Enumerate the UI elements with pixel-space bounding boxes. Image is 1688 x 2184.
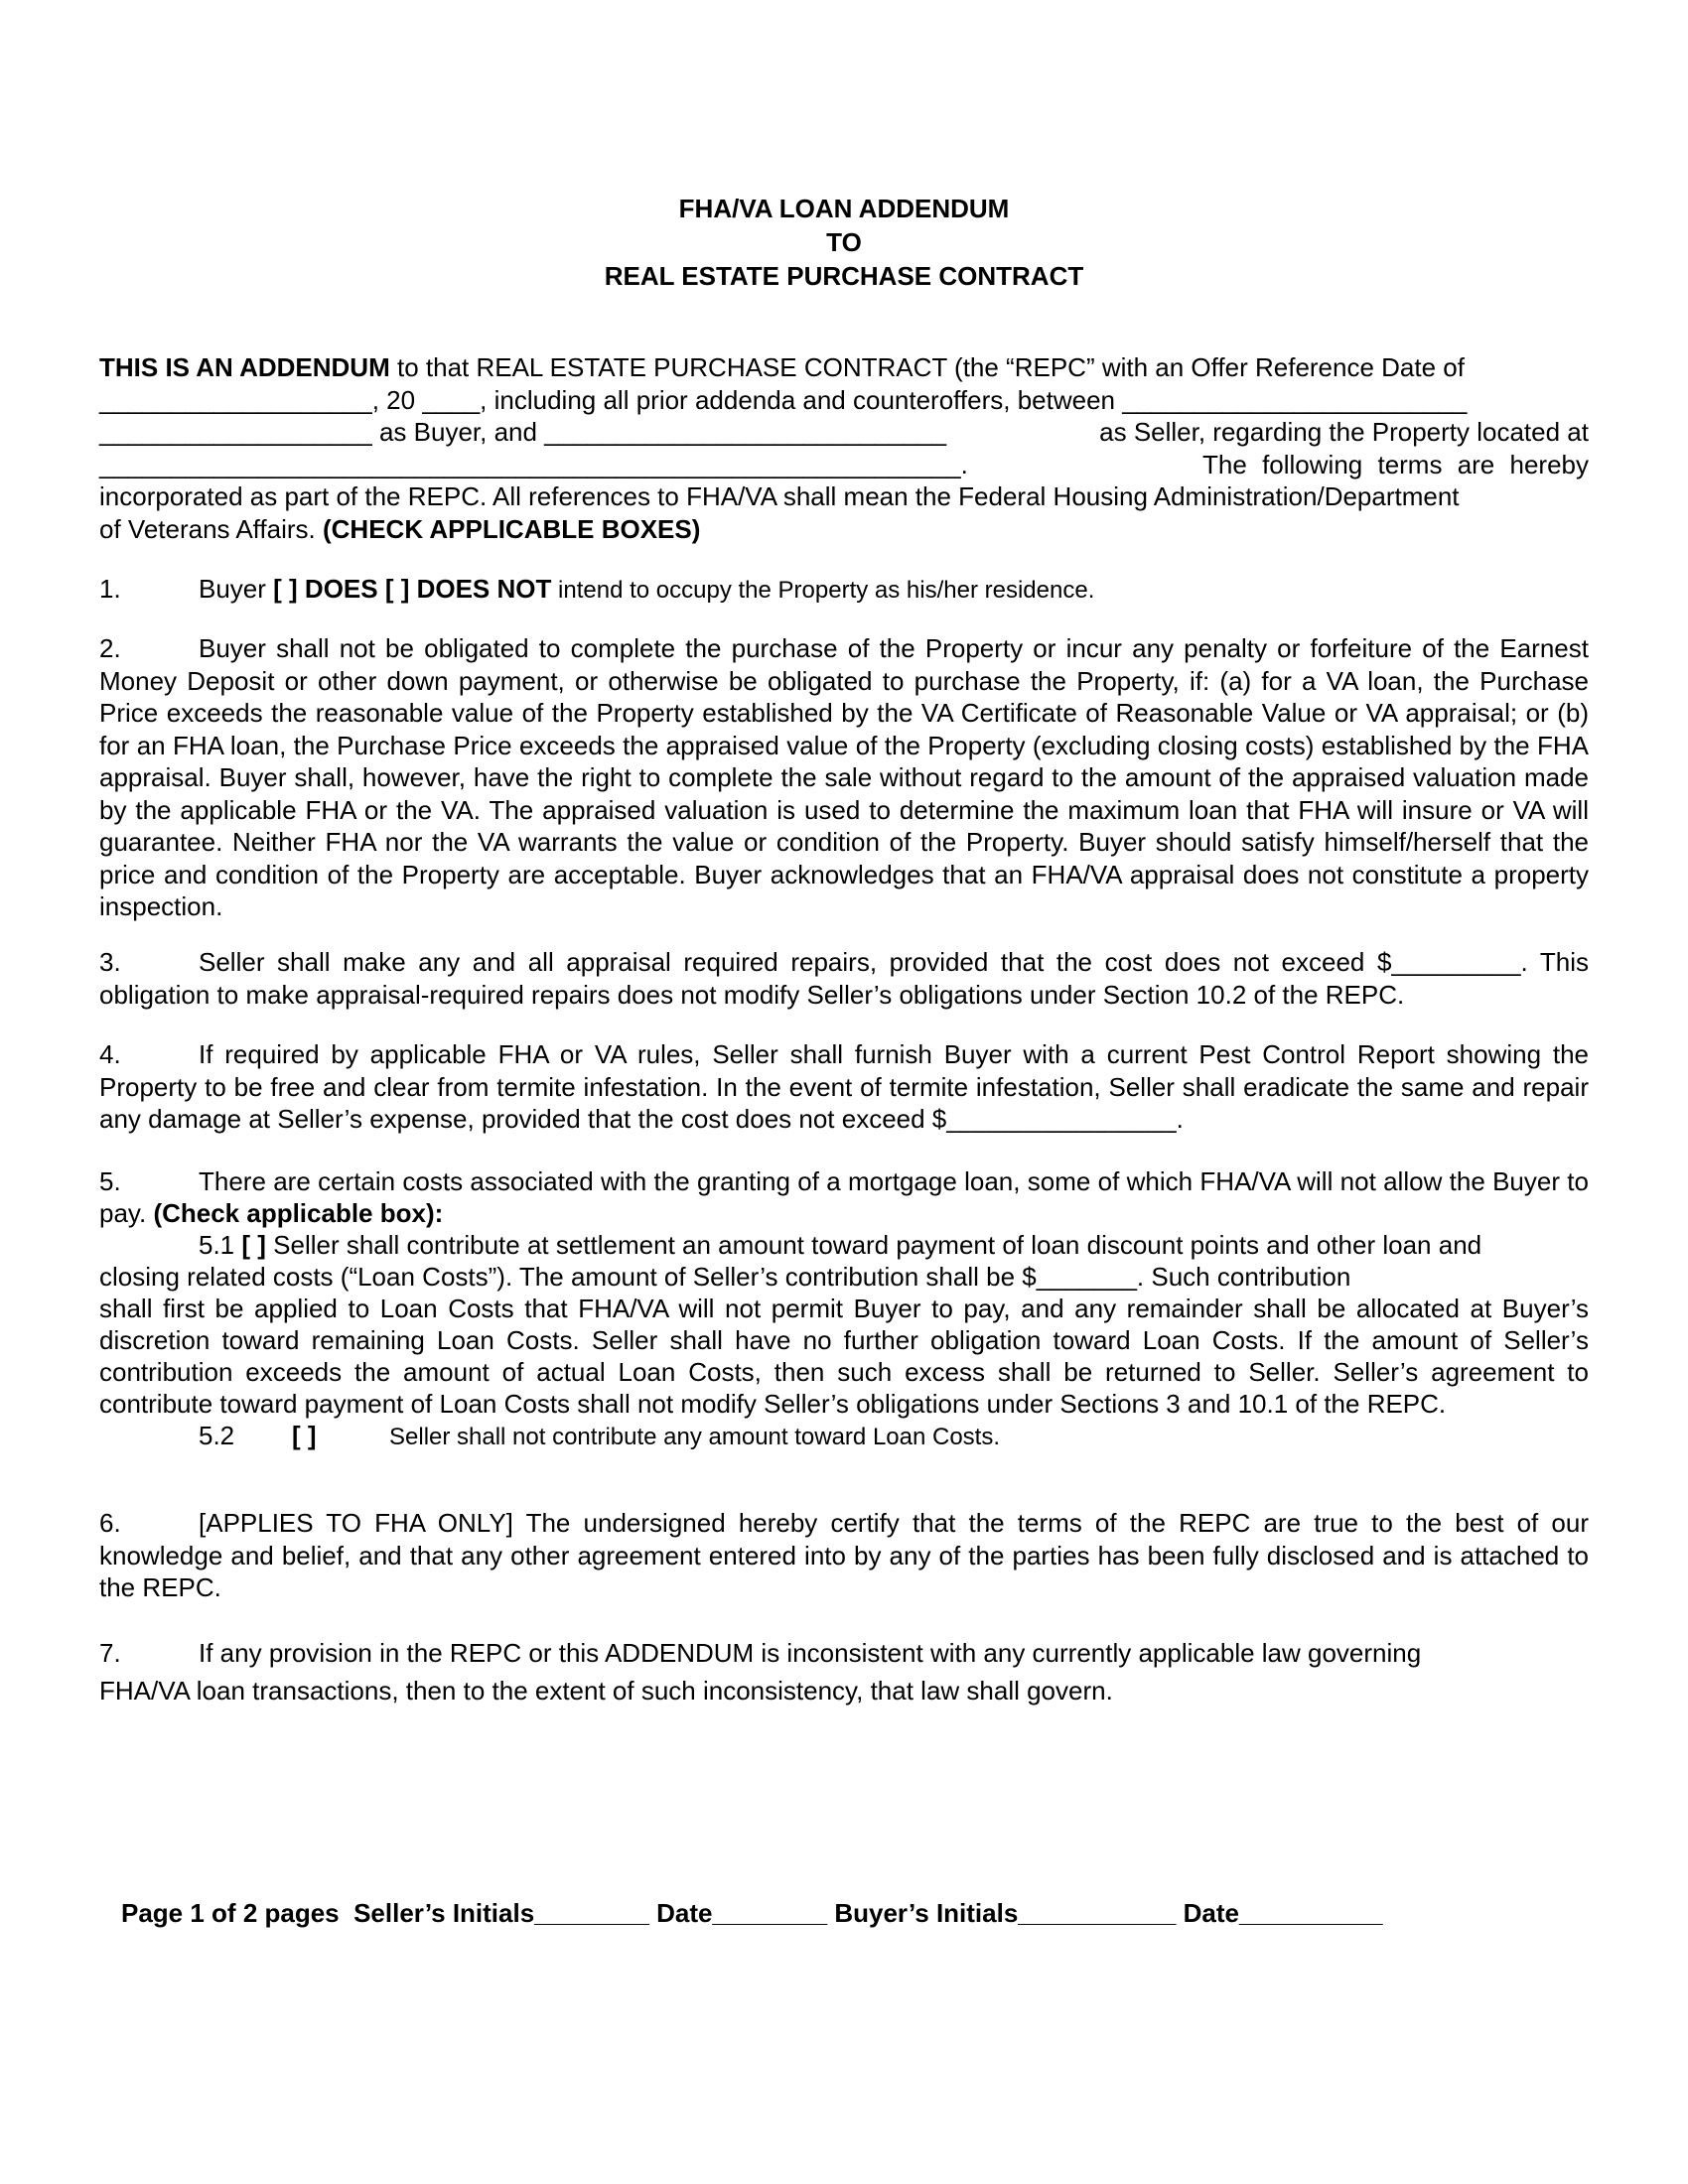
occupancy-checkboxes[interactable]: [ ] DOES [ ] DOES NOT (273, 574, 552, 604)
item-1-text: intend to occupy the Property as his/her residence. (551, 577, 1095, 604)
item-5-2 (99, 1420, 1589, 1453)
check-boxes-note: (CHECK APPLICABLE BOXES) (323, 513, 701, 544)
item-5-1-rest (99, 1293, 1589, 1420)
intro-line-4 (99, 449, 1589, 481)
title-line-3: REAL ESTATE PURCHASE CONTRACT (604, 261, 1084, 291)
intro-line-2-text: ___________________, 20 ____, including all prior addenda and counteroffers, between ________________________ (99, 384, 1468, 415)
item-3-number: 3. (99, 947, 121, 977)
item-4 (99, 1038, 1589, 1136)
item-7-text-1: If any provision in the REPC or this ADDENDUM is inconsistent with any currently applicable law governing (199, 1638, 1422, 1668)
intro-paragraph (99, 351, 1589, 545)
item-7-text-2: FHA/VA loan transactions, then to the extent of such inconsistency, that law shall govern. (99, 1676, 1113, 1706)
item-7 (99, 1634, 1589, 1709)
intro-line-5-text: incorporated as part of the REPC. All references to FHA/VA shall mean the Federal Housing Administration/Department (99, 481, 1460, 511)
item-5-1-line-2 (99, 1261, 1589, 1293)
intro-line-5 (99, 480, 1589, 513)
intro-line-4a: ____________________________________________________________. (99, 449, 968, 479)
item-5-number: 5. (99, 1166, 121, 1196)
intro-line-4b: The following terms are hereby (1202, 449, 1589, 479)
item-1-number: 1. (99, 574, 121, 604)
item-2-number: 2. (99, 633, 121, 663)
intro-lead: THIS IS AN ADDENDUM (99, 352, 390, 382)
intro-line-6 (99, 513, 1589, 546)
item-2-text: Buyer shall not be obligated to complete the purchase of the Property or incur any penalty or forfeiture of the Earnest Money Deposit or other down payment, or otherwise be obligated to purchase the Property, if: (a) for a VA loan, the Purchase Price exceeds the reasonable value of the Property established by the VA Certificate of Reasonable Value or VA appraisal; or (b) for an FHA loan, the Purchase Price exceeds the appraised value of the Property (excluding closing costs) established by the FHA appraisal. Buyer shall, however, have the right to complete the sale without regard to the amount of the appraised valuation made by the applicable FHA or the VA. The appraised valuation is used to determine the maximum loan that FHA will insure or VA will guarantee. Neither FHA nor the VA warrants the value or condition of the Property. Buyer should satisfy himself/herself that the price and condition of the Property are acceptable. Buyer acknowledges that an FHA/VA appraisal does not constitute a property inspection. (99, 633, 1589, 921)
intro-lead-rest: to that REAL ESTATE PURCHASE CONTRACT (the “REPC” with an Offer Reference Date of (389, 352, 1465, 382)
seller-no-contribute-checkbox[interactable]: [ ] (292, 1421, 317, 1450)
item-1-buyer: Buyer (199, 574, 274, 604)
intro-line-3 (99, 416, 1589, 449)
intro-line-3a: ___________________ as Buyer, and ____________________________ (99, 417, 947, 447)
item-5-2-text: Seller shall not contribute any amount toward Loan Costs. (389, 1424, 1001, 1450)
item-6-number: 6. (99, 1508, 121, 1538)
seller-contribute-checkbox[interactable]: [ ] (241, 1230, 266, 1260)
item-3-text: Seller shall make any and all appraisal required repairs, provided that the cost does not exceed $_________. This obligation to make appraisal-required repairs does not modify Seller’s obligations under Section 10.2 of the REPC. (99, 947, 1589, 1010)
page-footer: Page 1 of 2 pages Seller’s Initials________ Date________ Buyer’s Initials___________ Date__________ (121, 1898, 1383, 1928)
item-5 (99, 1165, 1589, 1453)
item-5-1-number: 5.1 (199, 1230, 242, 1260)
intro-line-2 (99, 384, 1589, 417)
item-5-1-text-1: Seller shall contribute at settlement an amount toward payment of loan discount points and other loan and (265, 1230, 1482, 1260)
title-line-2: TO (826, 227, 862, 257)
item-4-text: If required by applicable FHA or VA rules, Seller shall furnish Buyer with a current Pest Control Report showing the Property to be free and clear from termite infestation. In the event of termite infestation, Seller shall eradicate the same and repair any damage at Seller’s expense, provided that the cost does not exceed $________________. (99, 1039, 1589, 1134)
item-5-1-line-1 (99, 1229, 1589, 1261)
intro-line-3b: as Seller, regarding the Property located at (1099, 417, 1589, 447)
item-5-2-number: 5.2 (199, 1421, 235, 1450)
item-5-check-note: (Check applicable box): (153, 1198, 444, 1228)
item-4-number: 4. (99, 1039, 121, 1069)
item-5-1-text-2: closing related costs (“Loan Costs”). The amount of Seller’s contribution shall be $_______. Such contribution (99, 1262, 1351, 1292)
item-6-text: [APPLIES TO FHA ONLY] The undersigned hereby certify that the terms of the REPC are true to the best of our knowledge and belief, and that any other agreement entered into by any of the parties has been fully disclosed and is attached to the REPC. (99, 1508, 1589, 1602)
title-line-1: FHA/VA LOAN ADDENDUM (678, 194, 1010, 223)
item-7-number: 7. (99, 1638, 121, 1668)
item-3 (99, 946, 1589, 1011)
item-6 (99, 1507, 1589, 1604)
item-2 (99, 632, 1589, 923)
item-1 (99, 573, 1589, 606)
intro-line-6-text: of Veterans Affairs. (99, 513, 323, 544)
item-5-text: There are certain costs associated with the granting of a mortgage loan, some of which FHA/VA will not allow the Buyer to pay. (99, 1166, 1589, 1228)
item-5-1-text-3: shall first be applied to Loan Costs that FHA/VA will not permit Buyer to pay, and any remainder shall be allocated at Buyer’s discretion toward remaining Loan Costs. Seller shall have no further obligation toward Loan Costs. If the amount of Seller’s contribution exceeds the amount of actual Loan Costs, then such excess shall be returned to Seller. Seller’s agreement to contribute toward payment of Loan Costs shall not modify Seller’s obligations under Sections 3 and 10.1 of the REPC. (99, 1294, 1589, 1419)
